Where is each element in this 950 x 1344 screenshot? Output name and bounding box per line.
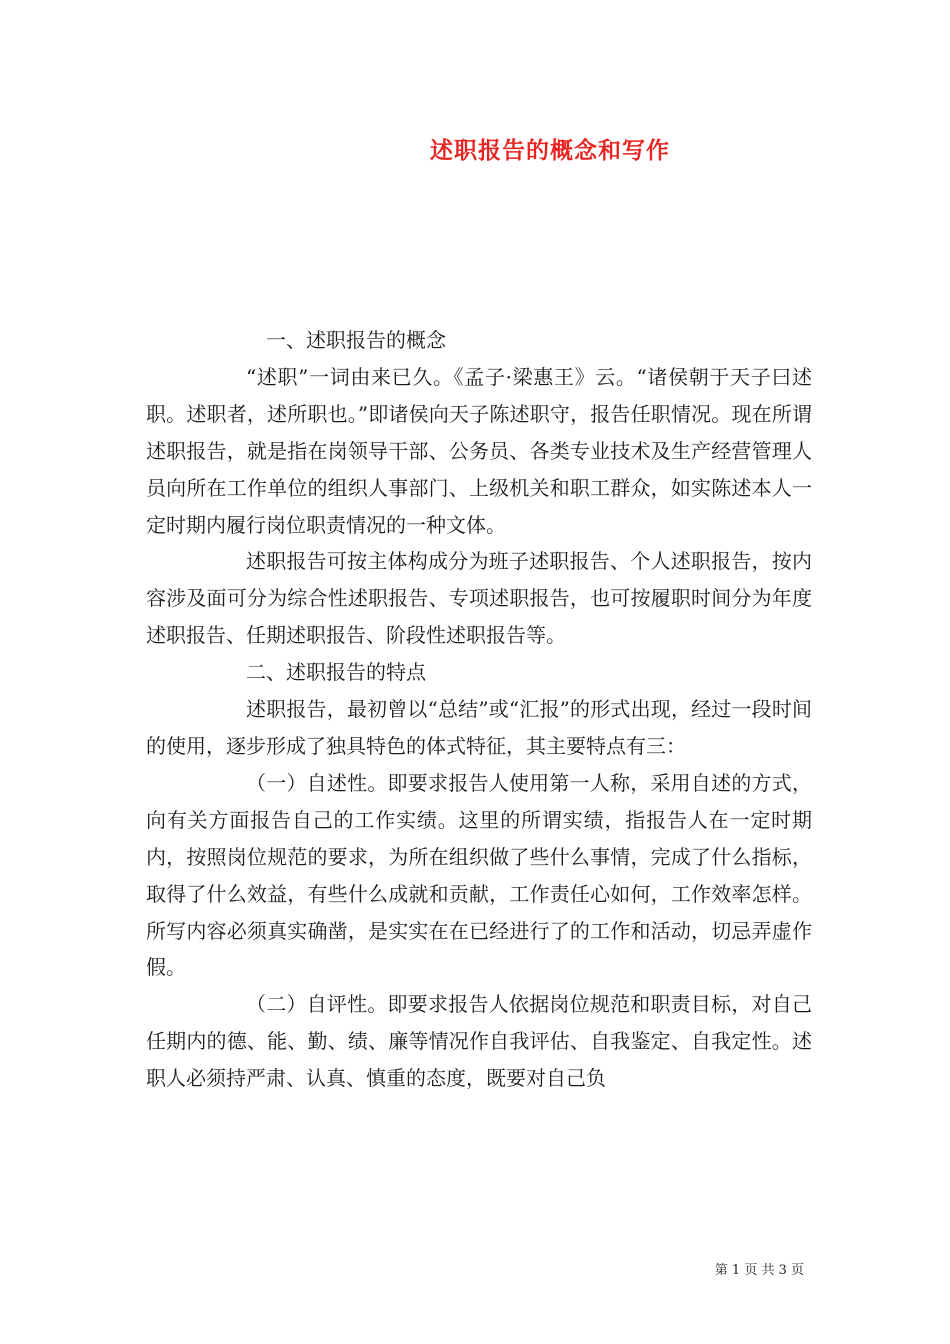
page-number-footer: 第 1 页 共 3 页 xyxy=(714,1263,804,1278)
document-body xyxy=(146,322,812,1097)
paragraph-origin: “述职”一词由来已久。《孟子·梁惠王》云。“诸侯朝于天子曰述职。述职者，述所职也。”即诸侯向天子陈述职守，报告任职情况。现在所谓述职报告，就是指在岗领导干部、公务员、各类专业技术及生产经营管理人员向所在工作单位的组织人事部门、上级机关和职工群众，如实陈述本人一定时期内履行岗位职责情况的一种文体。 xyxy=(146,364,812,537)
document-title: 述职报告的概念和写作 xyxy=(430,137,670,164)
section-heading-concept: 一、述职报告的概念 xyxy=(266,328,446,352)
paragraph-self-narration: （一）自述性。即要求报告人使用第一人称，采用自述的方式，向有关方面报告自己的工作实绩。这里的所谓实绩，指报告人在一定时期内，按照岗位规范的要求，为所在组织做了些什么事情，完成了什么指标，取得了什么效益，有些什么成就和贡献，工作责任心如何，工作效率怎样。所写内容必须真实确凿，是实实在在已经进行了的工作和活动，切忌弄虚作假。 xyxy=(146,770,812,980)
paragraph-classification: 述职报告可按主体构成分为班子述职报告、个人述职报告，按内容涉及面可分为综合性述职报告、专项述职报告，也可按履职时间分为年度述职报告、任期述职报告、阶段性述职报告等。 xyxy=(146,549,812,648)
section-heading-features: 二、述职报告的特点 xyxy=(246,660,426,685)
paragraph-self-evaluation: （二）自评性。即要求报告人依据岗位规范和职责目标，对自己任期内的德、能、勤、绩、廉等情况作自我评估、自我鉴定、自我定性。述职人必须持严肃、认真、慎重的态度，既要对自己负 xyxy=(146,992,812,1091)
paragraph-features-intro: 述职报告，最初曾以“总结”或“汇报”的形式出现，经过一段时间的使用，逐步形成了独具特色的体式特征，其主要特点有三： xyxy=(146,697,812,758)
